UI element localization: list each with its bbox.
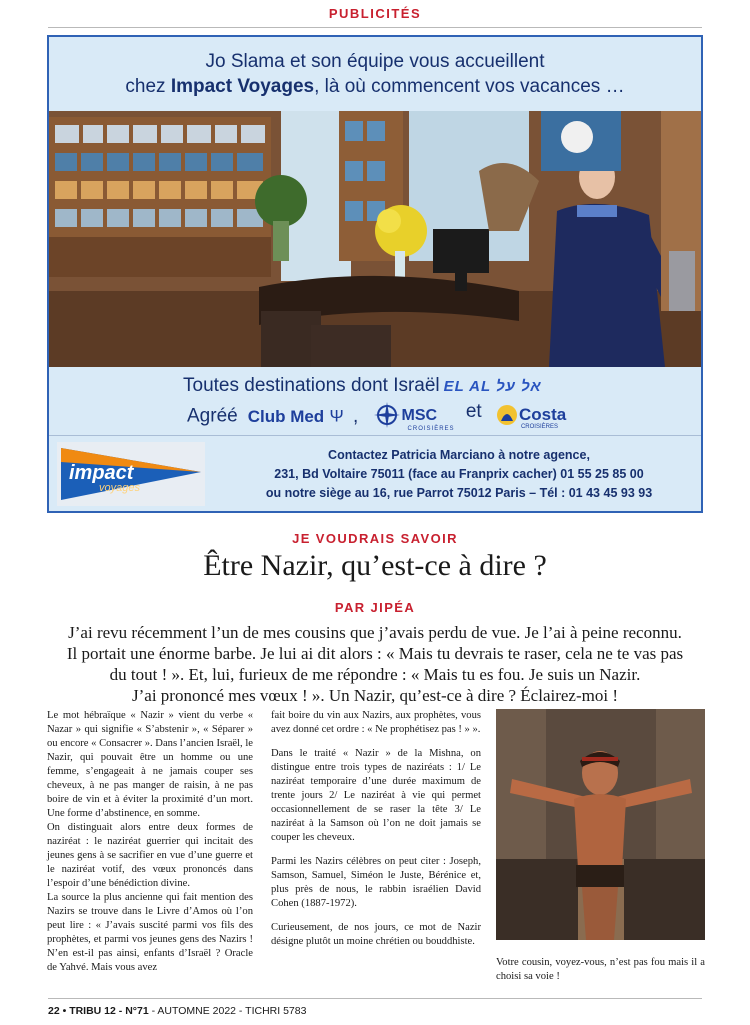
article-column-2 [271, 709, 481, 949]
col2-paragraph-4: Curieusement, de nos jours, ce mot de Nazir désigne plutôt un moine chrétien ou bouddhiste. [271, 922, 481, 947]
lead-line-4: J’ai prononcé mes vœux ! ». Un Nazir, qu’est-ce à dire ? Éclairez-moi ! [132, 686, 618, 705]
costa-text: Costa [518, 405, 567, 425]
col2-paragraph-2: Dans le traité « Nazir » de la Mishna, on distingue entre trois types de naziréats : 1/ Le naziréat temporaire d’une durée maximum de trente jours 2/ Le naziréat à vie qui permet occasionnellement de se raser la tête 3/ Le naziréat à la Samson où l’on ne doit jamais se couper les cheveux. [271, 748, 481, 843]
logo-sub-text: voyages [99, 482, 140, 494]
destinations-line [183, 375, 542, 397]
ad-contact-area [49, 435, 701, 511]
article-byline: PAR JIPÉA [334, 600, 416, 615]
costa-logo [495, 403, 566, 430]
page-footer [48, 1005, 306, 1017]
section-header: PUBLICITÉS [328, 6, 422, 21]
elal-logo: EL AL אל על [443, 378, 542, 395]
impact-pennant-icon [57, 442, 205, 506]
msc-subtitle: CROISIÈRES [407, 426, 455, 432]
costa-subtitle: CROISIÈRES [520, 424, 558, 430]
clubmed-logo: Club Med [247, 406, 325, 426]
contact-line1: Contactez Patricia Marciano à notre agence, [328, 448, 590, 462]
lead-line-2: Il portait une énorme barbe. Je lui ai dit alors : « Mais tu devrais te raser, cela ne te vas pas [66, 644, 684, 663]
samson-illustration [496, 709, 705, 940]
col1-paragraph-2: On distinguait alors entre deux formes de naziréat : le naziréat guerrier qui incitait des jeunes gens à se sacrifier en vue d’une guerre et le naziréat votif, des vœux prononcés dans l’espoir d’une bénédiction divine. [47, 822, 253, 889]
header-divider [48, 27, 702, 28]
article-column-1 [47, 709, 253, 975]
ad-headline-pre: chez [125, 76, 171, 97]
contact-info [219, 446, 699, 503]
col2-paragraph-1: fait boire du vin aux Nazirs, aux prophètes, vous avez donné cet ordre : « Ne prophétisez pas ! » ». [271, 710, 481, 735]
col1-paragraph-3: La source la plus ancienne qui fait mention des Nazirs se trouve dans le Livre d’Amos où l’on peut lire : « J’avais suscité parmi vos fils des prophètes, et parmi vos jeunes gens des Nazirs ! N’en est-il pas ainsi, enfants d’Israël ? Oracle de Yahvé. Mais vous avez [47, 892, 253, 973]
contact-line2: 231, Bd Voltaire 75011 (face au Franprix cacher) 01 55 25 85 00 [274, 467, 644, 481]
contact-line3: ou notre siège au 16, rue Parrot 75012 Paris – Tél : 01 43 45 93 93 [265, 486, 653, 500]
col1-paragraph-1: Le mot hébraïque « Nazir » vient du verbe « Nazar » qui signifie « S’abstenir », « Séparer » ou encore « Consacrer ». Dans l’ancien Israël, le Nazir, qui pouvait être un homme ou une femme, s’engageait à ne jamais couper ses cheveux, à ne pas manger de raisin, à ne pas boire de vin et à éviter la proximité d’un mort. Une forme d’abstinence, en somme. [47, 710, 253, 819]
photo-caption: Votre cousin, voyez-vous, n’est pas fou mais il a choisi sa voie ! [496, 957, 705, 982]
agree-label: Agréé [187, 405, 238, 427]
agreement-line [187, 401, 566, 432]
destinations-text: Toutes destinations dont Israël [183, 375, 440, 396]
footer-divider [48, 998, 702, 999]
ad-headline-line1: Jo Slama et son équipe vous accueillent [205, 51, 545, 72]
samson-photo [496, 709, 705, 940]
ad-headline-line2 [49, 74, 701, 99]
agency-interior-illustration [49, 111, 701, 367]
lead-line-1: J’ai revu récemment l’un de mes cousins que j’avais perdu de vue. Je l’ai à peine reconnu. [68, 623, 682, 642]
clubmed-trident-icon: Ψ [329, 406, 344, 426]
msc-compass-icon [372, 401, 402, 429]
msc-text: MSC [401, 407, 438, 425]
logo-main-text: impact [69, 462, 134, 484]
article-title: Être Nazir, qu’est-ce à dire ? [203, 549, 547, 582]
partner-separator: , [352, 405, 359, 427]
agency-photo [49, 111, 701, 367]
article-kicker: JE VOUDRAIS SAVOIR [292, 531, 458, 546]
impact-voyages-logo [57, 442, 205, 506]
ad-headline [49, 37, 701, 111]
ad-brand-name: Impact Voyages [170, 76, 315, 97]
col2-paragraph-3: Parmi les Nazirs célèbres on peut citer : Joseph, Samson, Samuel, Siméon le Juste, Bérénice et, plus près de nous, le rabbin israélien David Cohen (1887-1972). [271, 856, 481, 909]
ad-partners [49, 367, 701, 435]
footer-page-number: 22 • TRIBU 12 - N°71 [48, 1005, 149, 1017]
costa-funnel-icon [495, 403, 519, 427]
lead-line-3: du tout ! ». Et, lui, furieux de me répondre : « Mais tu es fou. Je suis un Nazir. [109, 665, 641, 684]
advertisement [47, 35, 703, 513]
partner-and: et [465, 401, 482, 422]
ad-headline-post: , là où commencent vos vacances … [314, 76, 625, 97]
article-lead [40, 622, 710, 706]
msc-logo [372, 401, 455, 432]
footer-issue-info: - AUTOMNE 2022 - TICHRI 5783 [148, 1005, 307, 1017]
